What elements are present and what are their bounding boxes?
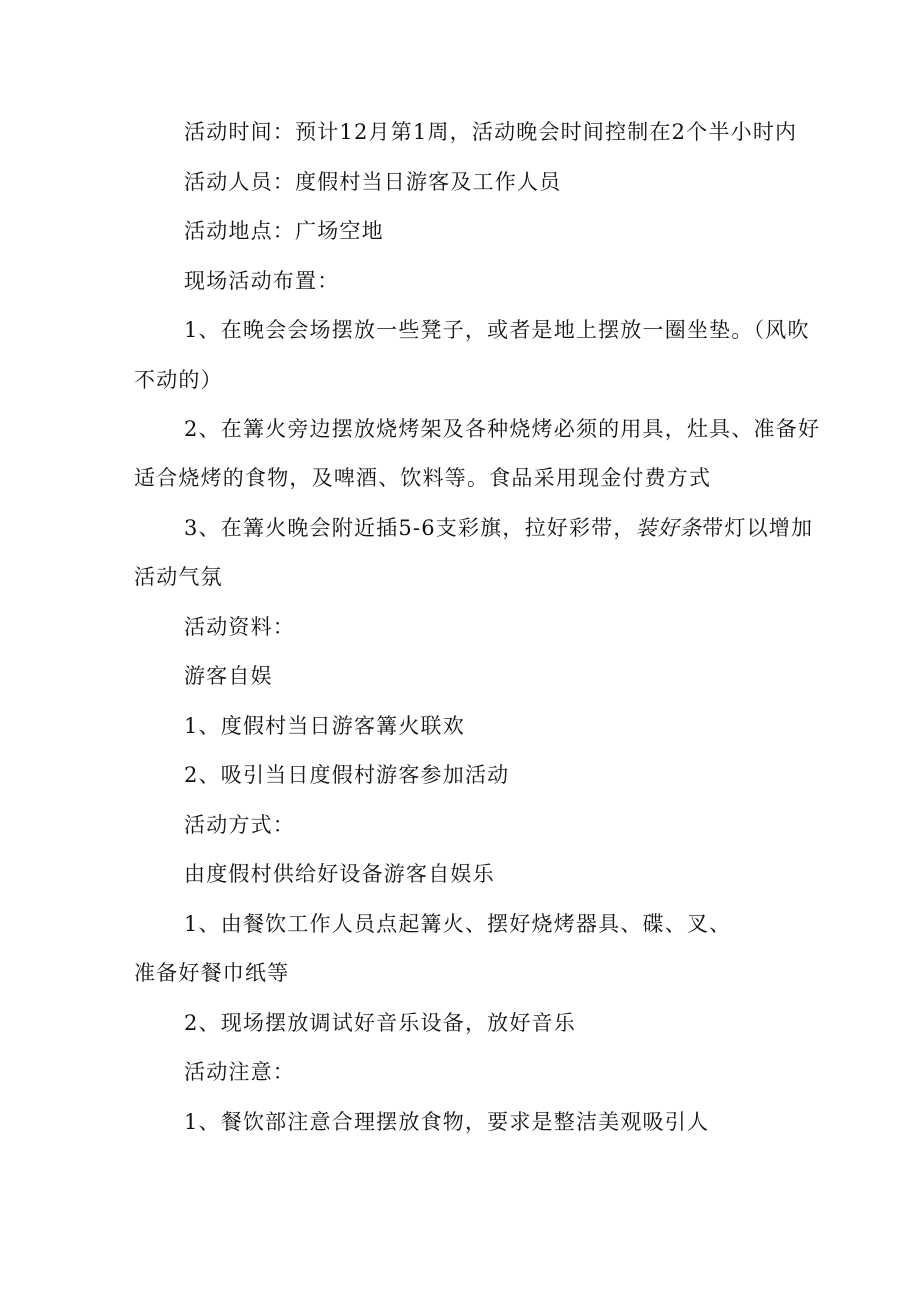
setup-item-3-text-italic: 装好条 — [635, 516, 703, 540]
setup-item-1-line-1: 1、在晚会会场摆放一些凳子，或者是地上摆放一圈坐垫。（风吹 — [184, 318, 810, 342]
site-setup-heading: 现场活动布置： — [184, 269, 340, 293]
setup-item-3-text-after: 带灯以增加 — [702, 516, 814, 540]
setup-item-3-line-2: 活动气氛 — [134, 565, 223, 589]
setup-item-2-line-1: 2、在篝火旁边摆放烧烤架及各种烧烤必须的用具，灶具、准备好 — [184, 417, 821, 441]
materials-item-1: 1、度假村当日游客篝火联欢 — [184, 714, 465, 738]
setup-item-2-line-2: 适合烧烤的食物，及啤酒、饮料等。食品采用现金付费方式 — [134, 466, 712, 490]
setup-item-1-line-2: 不动的） — [134, 368, 223, 392]
notes-item-1: 1、餐饮部注意合理摆放食物，要求是整洁美观吸引人 — [184, 1110, 710, 1134]
materials-item-2: 2、吸引当日度假村游客参加活动 — [184, 763, 510, 787]
activity-people-line: 活动人员：度假村当日游客及工作人员 — [184, 170, 562, 194]
activity-time-line: 活动时间：预计12月第1周，活动晚会时间控制在2个半小时内 — [184, 120, 798, 144]
method-item-1-line-1: 1、由餐饮工作人员点起篝火、摆好烧烤器具、碟、叉、 — [184, 912, 732, 936]
activity-materials-heading: 活动资料： — [184, 615, 295, 639]
activity-notes-heading: 活动注意： — [184, 1060, 295, 1084]
setup-item-3-line-1 — [184, 514, 844, 542]
activity-method-description: 由度假村供给好设备游客自娱乐 — [184, 862, 495, 886]
method-item-2: 2、现场摆放调试好音乐设备，放好音乐 — [184, 1011, 576, 1035]
activity-method-heading: 活动方式： — [184, 813, 295, 837]
visitor-self-entertainment: 游客自娱 — [184, 664, 273, 688]
setup-item-3-text-before: 3、在篝火晚会附近插5-6支彩旗，拉好彩带， — [184, 516, 636, 540]
method-item-1-line-2: 准备好餐巾纸等 — [134, 961, 290, 985]
activity-location-line: 活动地点：广场空地 — [184, 219, 384, 243]
